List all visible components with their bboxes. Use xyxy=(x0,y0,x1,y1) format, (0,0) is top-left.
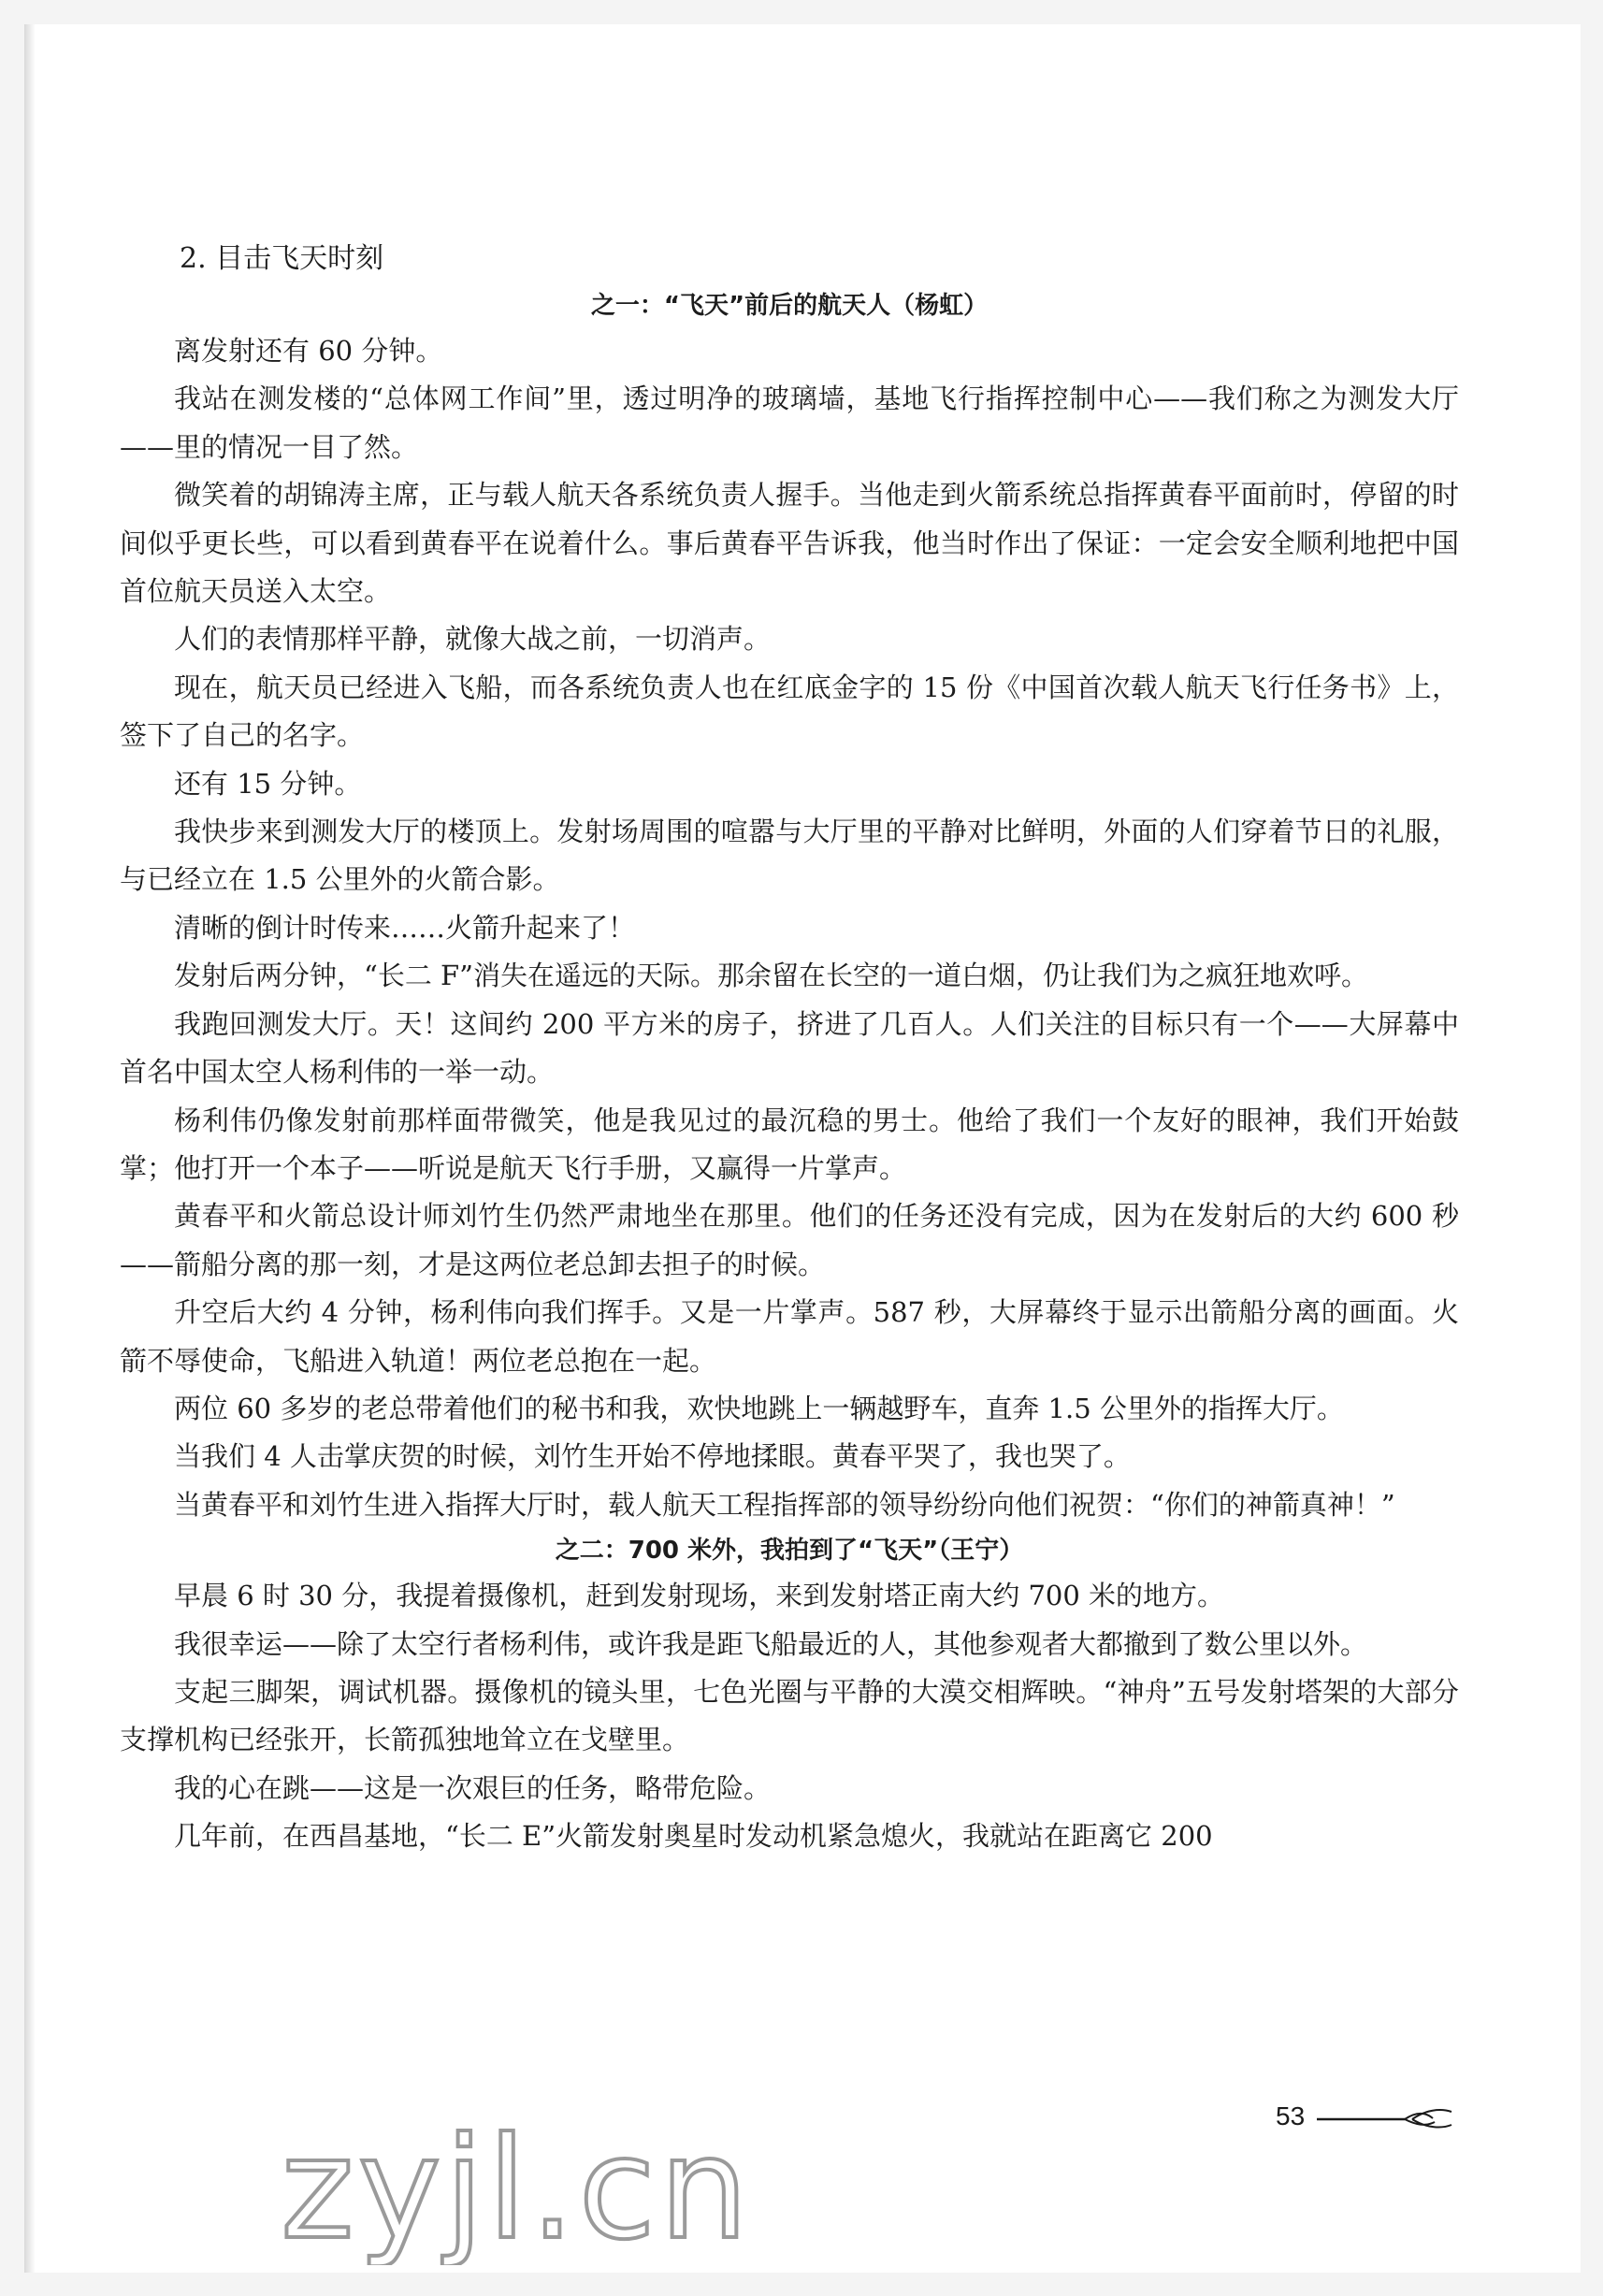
part1-paragraph: 升空后大约 4 分钟，杨利伟向我们挥手。又是一片掌声。587 秒，大屏幕终于显示出箭船分离的画面。火箭不辱使命，飞船进入轨道！两位老总抱在一起。 xyxy=(120,1296,1459,1377)
part1-paragraph: 清晰的倒计时传来……火箭升起来了！ xyxy=(174,911,636,944)
article-body xyxy=(120,234,1459,1861)
part1-paragraph: 人们的表情那样平静，就像大战之前，一切消声。 xyxy=(174,623,772,656)
part1-paragraph: 我快步来到测发大厅的楼顶上。发射场周围的喧嚣与大厅里的平静对比鲜明，外面的人们穿着节日的礼服，与已经立在 1.5 公里外的火箭合影。 xyxy=(120,816,1459,896)
page-ornament-icon xyxy=(1315,2106,1455,2130)
part2-paragraph: 我的心在跳——这是一次艰巨的任务，略带危险。 xyxy=(174,1771,772,1804)
part1-paragraph: 现在，航天员已经进入飞船，而各系统负责人也在红底金字的 15 份《中国首次载人航天飞行任务书》上，签下了自己的名字。 xyxy=(120,671,1459,752)
part1-paragraph: 还有 15 分钟。 xyxy=(174,767,362,800)
part1-paragraph: 黄春平和火箭总设计师刘竹生仍然严肃地坐在那里。他们的任务还没有完成，因为在发射后的大约 600 秒——箭船分离的那一刻，才是这两位老总卸去担子的时候。 xyxy=(120,1200,1459,1280)
part1-paragraph: 杨利伟仍像发射前那样面带微笑，他是我见过的最沉稳的男士。他给了我们一个友好的眼神，我们开始鼓掌；他打开一个本子——听说是航天飞行手册，又赢得一片掌声。 xyxy=(120,1104,1459,1184)
part2-paragraph: 几年前，在西昌基地，“长二 E”火箭发射奥星时发动机紧急熄火，我就站在距离它 200 xyxy=(174,1820,1213,1853)
part1-paragraph: 两位 60 多岁的老总带着他们的秘书和我，欢快地跳上一辆越野车，直奔 1.5 公里外的指挥大厅。 xyxy=(174,1392,1344,1424)
part2-paragraph: 支起三脚架，调试机器。摄像机的镜头里，七色光圈与平静的大漠交相辉映。“神舟”五号发射塔架的大部分支撑机构已经张开，长箭孤独地耸立在戈壁里。 xyxy=(120,1675,1459,1756)
part1-paragraph: 我跑回测发大厅。天！这间约 200 平方米的房子，挤进了几百人。人们关注的目标只有一个——大屏幕中首名中国太空人杨利伟的一举一动。 xyxy=(120,1007,1459,1089)
svg-text:zyjl.cn: zyjl.cn xyxy=(281,2115,753,2265)
part1-paragraph: 离发射还有 60 分钟。 xyxy=(174,335,443,367)
part1-paragraph: 发射后两分钟，“长二 F”消失在遥远的天际。那余留在长空的一道白烟，仍让我们为之疯狂地欢呼。 xyxy=(174,960,1368,992)
part1-paragraph: 当黄春平和刘竹生进入指挥大厅时，载人航天工程指挥部的领导纷纷向他们祝贺：“你们的神箭真神！” xyxy=(174,1488,1395,1521)
part1-subtitle: 之一：“飞天”前后的航天人（杨虹） xyxy=(590,292,989,320)
part1-paragraph: 当我们 4 人击掌庆贺的时候，刘竹生开始不停地揉眼。黄春平哭了，我也哭了。 xyxy=(174,1440,1131,1473)
page-number: 53 xyxy=(1276,2101,1306,2130)
part1-paragraph: 我站在测发楼的“总体网工作间”里，透过明净的玻璃墙，基地飞行指挥控制中心——我们称之为测发大厅——里的情况一目了然。 xyxy=(120,383,1459,463)
watermark-logo xyxy=(277,2115,801,2265)
part1-paragraph: 微笑着的胡锦涛主席，正与载人航天各系统负责人握手。当他走到火箭系统总指挥黄春平面前时，停留的时间似乎更长些，可以看到黄春平在说着什么。事后黄春平告诉我，他当时作出了保证：一定会安全顺利地把中国首位航天员送入太空。 xyxy=(120,479,1459,608)
section-title: 2. 目击飞天时刻 xyxy=(180,242,384,275)
part2-subtitle: 之二：700 米外，我拍到了“飞天”（王宁） xyxy=(555,1537,1024,1566)
part2-paragraph: 早晨 6 时 30 分，我提着摄像机，赶到发射现场，来到发射塔正南大约 700 米的地方。 xyxy=(174,1580,1225,1612)
part2-paragraph: 我很幸运——除了太空行者杨利伟，或许我是距飞船最近的人，其他参观者大都撤到了数公里以外。 xyxy=(174,1627,1368,1660)
page-spine-shadow xyxy=(24,24,36,2273)
